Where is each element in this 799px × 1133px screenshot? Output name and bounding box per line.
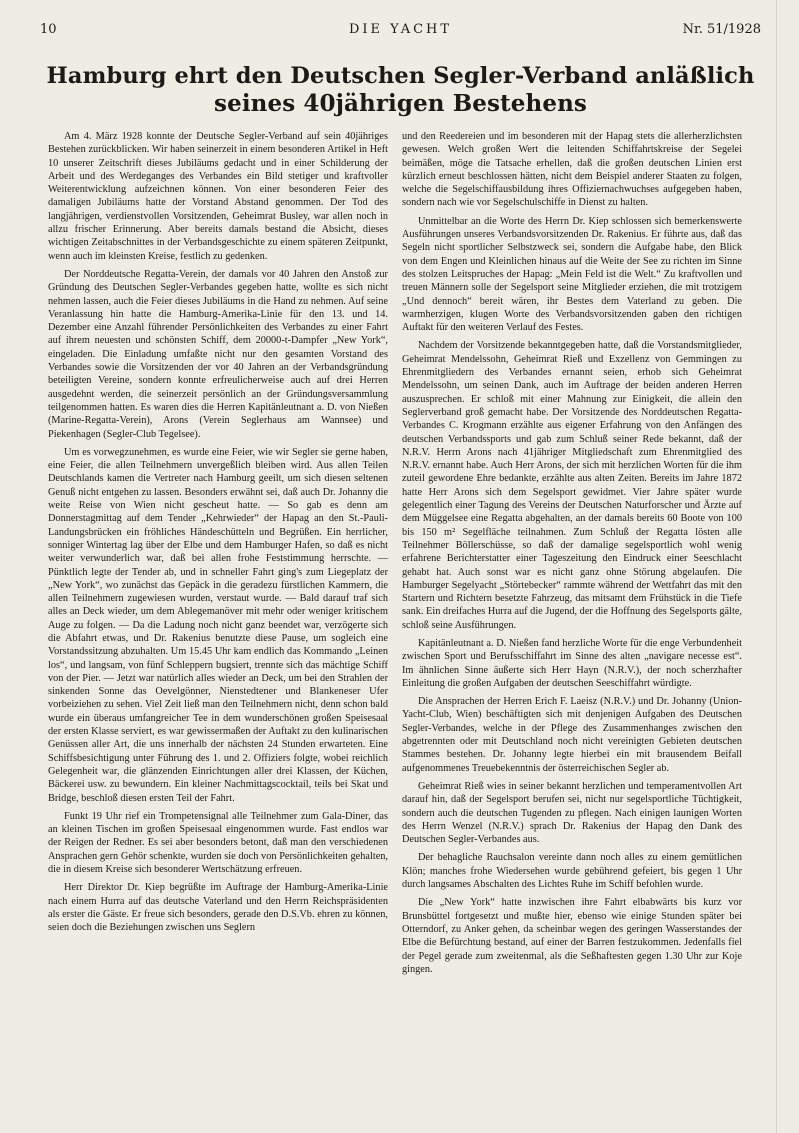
paragraph: Am 4. März 1928 konnte der Deutsche Segler-Verband auf sein 40jähriges Bestehen zurückblicken. Wir haben seinerzeit in einem besonderen Artikel in Heft 10 unserer Zeitschrift dieses Jubiläums gedacht und in einer Schilderung der Arbeit und des Werdeganges des Verbandes ein Bild stetiger und kraftvoller Weiterentwicklung aufzeichnen können. Von einer besonderen Feier des damaligen Jubiläums hatte der Vorstand Abstand genommen. Der Tod des langjährigen, verdienstvollen Vorsitzenden, Geheimrat Busley, war allen noch in allzu frischer Erinnerung. Aber bereits damals bestand die Absicht, dieses wichtigen Zeitabschnittes in der Verbandsgeschichte zu einem späteren Zeitpunkt, wenn auch im kleinsten Kreise, festlich zu gedenken.	[48, 131, 388, 262]
right-column	[402, 130, 742, 981]
paragraph: Unmittelbar an die Worte des Herrn Dr. Kiep schlossen sich bemerkenswerte Ausführungen unseres Verbandsvorsitzenden Dr. Rakenius. Er führte aus, daß das Segeln nicht sportlicher Selbstzweck sei, sondern die Aufgabe habe, den Blick von dem Engen und Kleinlichen hinaus auf die Weite der See zu richten im Sinne des stolzen Leitspruches der Hapag: „Mein Feld ist die Welt.“ Zu kraftvollen und treuen Männern solle der Segelsport seine Mitglieder erziehen, die mit trotzigem „Und dennoch“ bereit wären, ihr Bestes dem Vaterland zu geben. Die warmherzigen, klugen Worte des Verbandsvorsitzenden gaben den richtigen Auftakt für den weiteren Verlauf des Festes.	[402, 215, 742, 334]
title-line-2: seines 40jährigen Bestehens	[214, 90, 587, 117]
journal-name: DIE YACHT	[348, 22, 453, 37]
paragraph: und den Reedereien und im besonderen mit der Hapag stets die allerherzlichsten gewesen. Welch großen Wert die leitenden Schiffahrtskreise der Segelei beimäßen, möge die Tatsache erhellen, daß die großen deutschen Linien erst kürzlich erneut beschlossen hätten, nicht dem Beispiel anderer Staaten zu folgen, welche die Segelschiffausbildung ihres Offiziernachwuchses aufgegeben haben, sondern nach wie vor Segelschulschiffe in Dienst zu halten.	[402, 131, 742, 209]
article-title	[40, 63, 761, 117]
paragraph: Der behagliche Rauchsalon vereinte dann noch alles zu einem gemütlichen Klön; manches frohe Wiedersehen wurde gebührend gefeiert, bis gegen 1 Uhr durch langsames Abschalten des Lichtes Ruhe im Schiff befohlen wurde.	[402, 852, 742, 891]
paragraph: Die Ansprachen der Herren Erich F. Laeisz (N.R.V.) und Dr. Johanny (Union-Yacht-Club, Wien) beschäftigten sich mit denjenigen Aufgaben des Deutschen Segler-Verbandes, welche in der Pflege des Zusammenhanges zwischen den abgetrennten oder mit Deutschland noch nicht vereinigten Gebieten deutschen Stammes bestehen. Dr. Johanny legte hierbei ein mit brausendem Beifall aufgenommenes Treuebekenntnis der österreichischen Segler ab.	[402, 696, 742, 774]
paragraph: Funkt 19 Uhr rief ein Trompetensignal alle Teilnehmer zum Gala-Diner, das an kleinen Tischen im großen Speisesaal eingenommen wurde. Fast endlos war der Reigen der Redner. Es sei aber besonders betont, daß man den verschiedenen Ansprachen gern Gehör schenkte, wurden sie doch von Persönlichkeiten gehalten, die in diesem Kreise sich besonderer Wertschätzung erfreuen.	[48, 810, 388, 876]
issue-number: Nr. 51/1928	[682, 22, 761, 37]
paragraph: Geheimrat Rieß wies in seiner bekannt herzlichen und temperamentvollen Art darauf hin, daß der Segelsport berufen sei, nicht nur segelsportliche Tüchtigkeit, sondern auch die deutschen Tugenden zu pflegen. Nach einigen launigen Worten des Herrn Wenzel (N.R.V.) sprach Dr. Rakenius der Hapag den Dank des Deutschen Segler-Verbandes aus.	[402, 780, 742, 846]
paragraph: Der Norddeutsche Regatta-Verein, der damals vor 40 Jahren den Anstoß zur Gründung des Deutschen Segler-Verbandes gegeben hatte, wollte es sich nicht nehmen lassen, auch die Feier dieses Jubiläums in die Hand zu nehmen. Auf seine Veranlassung hin hatte die Hamburg-Amerika-Linie für den 13. und 14. Dezember eine Anzahl führender Persönlichkeiten des Verbandes zu einer Fahrt auf ihrem neuesten und schönsten Schiff, dem 20000-t-Dampfer „New York“, eingeladen. Die Einladung umfaßte nicht nur den gesamten Vorstand des Verbandes sowie die Vorsitzenden der vor 40 Jahren an der Verbandsgründung beteiligten Vereine, sondern konnte erfreulicherweise auch auf drei Herren ausgedehnt werden, die seinerzeit persönlich an der Gründungsversammlung teilgenommen hatten. Es waren dies die Herren Kapitänleutnant a. D. von Nießen (Marine-Regatta-Verein), Arons (Verein Seglerhaus am Wannsee) und Piekenhagen (Segler-Club Tegelsee).	[48, 268, 388, 440]
paragraph: Die „New York“ hatte inzwischen ihre Fahrt elbabwärts bis kurz vor Brunsbüttel fortgesetzt und mußte hier, ebenso wie einige Stunden später bei Otterndorf, zu Anker gehen, da scheinbar wegen des geringen Wasserstandes der Elbe die Befürchtung bestand, auf einer der Barren festzukommen. Jedenfalls fiel der Pegel gerade zum zweitenmal, als die Seßhaftesten gegen 1.30 Uhr zur Koje gingen.	[402, 897, 742, 975]
page-fold-shadow	[776, 0, 777, 1133]
paragraph: Herr Direktor Dr. Kiep begrüßte im Auftrage der Hamburg-Amerika-Linie nach einem Hurra auf das deutsche Vaterland und den Herrn Reichspräsidenten als erster die Gäste. Er freue sich besonders, gerade den D.S.Vb. ehren zu können, seien doch die Beziehungen zwischen uns Seglern	[48, 882, 388, 934]
paragraph: Um es vorwegzunehmen, es wurde eine Feier, wie wir Segler sie gerne haben, eine Feier, die allen Teilnehmern unvergeßlich bleiben wird. Aus allen Teilen Deutschlands kamen die Vertreter nach Hamburg geeilt, um sich diesen seltenen Genuß nicht entgehen zu lassen. Besonders erwähnt sei, daß auch Dr. Johanny die weite Reise von Wien nicht gescheut hatte. — So gab es denn am Donnerstagmittag auf dem Tender „Kehrwieder“ der Hapag an den St.-Pauli-Landungsbrücken ein fröhliches Händeschütteln und Begrüßen. Ein herrlicher, sonniger Wintertag lag über der Elbe und dem Hamburger Hafen, so daß es nicht weiter verwunderlich war, daß bei allen frohe Feststimmung herrschte. — Pünktlich legte der Tender ab, und in schneller Fahrt ging's zum Liegeplatz der „New York“, wo zunächst das Gepäck in die geradezu fürstlichen Kammern, die allen Teilnehmern zugewiesen wurden, verstaut wurde. — Bald darauf traf sich alles an Deck wieder, um dem Ablegemanöver mit mehr oder weniger kritischem Auge zu folgen. — Da die Ladung noch nicht ganz beendet war, verzögerte sich die Abfahrt etwas, und Dr. Rakenius benutzte diese Pause, um sogleich eine Vorstandssitzung abzuhalten. Um 15.45 Uhr kam endlich das Kommando „Leinen los“, und langsam, von fünf Schleppern bugsiert, trennte sich das mächtige Schiff von der Pier. — Jetzt war natürlich alles wieder an Deck, um bei den Strahlen der sinkenden Sonne das Oevelgönner, Nienstedtener und Blankeneser Ufer vorbeiziehen zu sehen. Viel Zeit ließ man den Teilnehmern nicht, denn schon bald wurde ein überaus umfangreicher Tee in dem wunderschönen großen Speisesaal der ersten Klasse serviert, es war gewissermaßen der Auftakt zu den kulinarischen Genüssen aller Art, die uns innerhalb der nächsten 24 Stunden erwarteten. Eine Schiffsbesichtigung unter Führung des 1. und 2. Offiziers folgte, wobei reichlich Gelegenheit war, die glänzenden Einrichtungen aller drei Klassen, der Küchen, Bäckerei usw. zu bewundern. Ein kleiner Nachmittagscocktail, teils bei Skat und Bridge, beschloß diesen ersten Teil der Fahrt.	[48, 446, 388, 804]
page-number: 10	[40, 22, 57, 37]
paragraph: Nachdem der Vorsitzende bekanntgegeben hatte, daß die Vorstandsmitglieder, Geheimrat Mendelssohn, Geheimrat Rieß und Exzellenz von Gemmingen zu Ehrenmitgliedern des Verbandes ernannt seien, erhob sich Geheimrat Mendelssohn, um seinen Dank, auch im Auftrage der beiden anderen Herren auszusprechen. Er schloß mit einer Mahnung zur Einigkeit, die allein den Seglerverband groß gemacht habe. Der Vorsitzende des Norddeutschen Regatta-Verbandes C. Krogmann erzählte aus eigener Erfahrung von den Anfängen des deutschen Verbandssports und gab zum Schluß seiner Rede bekannt, daß der N.R.V. Herrn Arons nach 41jähriger Mitgliedschaft zum Ehrenmitglied des N.R.V. ernannt habe. Auch Herr Arons, der sich mit herzlichen Worten für die ihm zuteil gewordene Ehre bedankte, erzählte aus alten Zeiten. Bereits im Jahre 1872 hatte Herr Arons sich dem Segelsport gewidmet. Vier Jahre später wurde gelegentlich einer Tagung des Vereins der Deutschen Naturforscher und Ärzte auf dem Müggelsee eine Regatta abgehalten, an der damals bereits 60 Boote von 100 bis 150 m² Segelfläche teilnahmen. Zum Schluß der Regatta lösten alle Teilnehmer Böllerschüsse, so daß der damalige segelsportlich wohl wenig erfahrene Berichterstatter einer Tageszeitung den Eindruck einer Seeschlacht gehabt hat. Auch sonst war es nicht ganz ohne Störung abgelaufen. Die Hamburger Segelyacht „Störtebecker“ rammte während der Wettfahrt das mit den Startern und Richtern besetzte Fahrzeug, das mitsamt dem Frühstück in die Tiefe sank. Ein dreifaches Hurra auf die Jugend, der die Hoffnung des Segelsports gälte, schloß seine Ausführungen.	[402, 340, 742, 631]
running-head	[40, 22, 761, 38]
left-column	[48, 130, 388, 940]
title-line-1: Hamburg ehrt den Deutschen Segler-Verband anläßlich	[46, 63, 755, 89]
paragraph: Kapitänleutnant a. D. Nießen fand herzliche Worte für die enge Verbundenheit zwischen Sport und Berufsschiffahrt im Sinne des alten „navigare necesse est“. Im ähnlichen Sinne äußerte sich Herr Hayn (N.R.V.), der noch scherzhafter Einleitung die großen Aufgaben der deutschen Seeschiffahrt würdigte.	[402, 637, 742, 689]
